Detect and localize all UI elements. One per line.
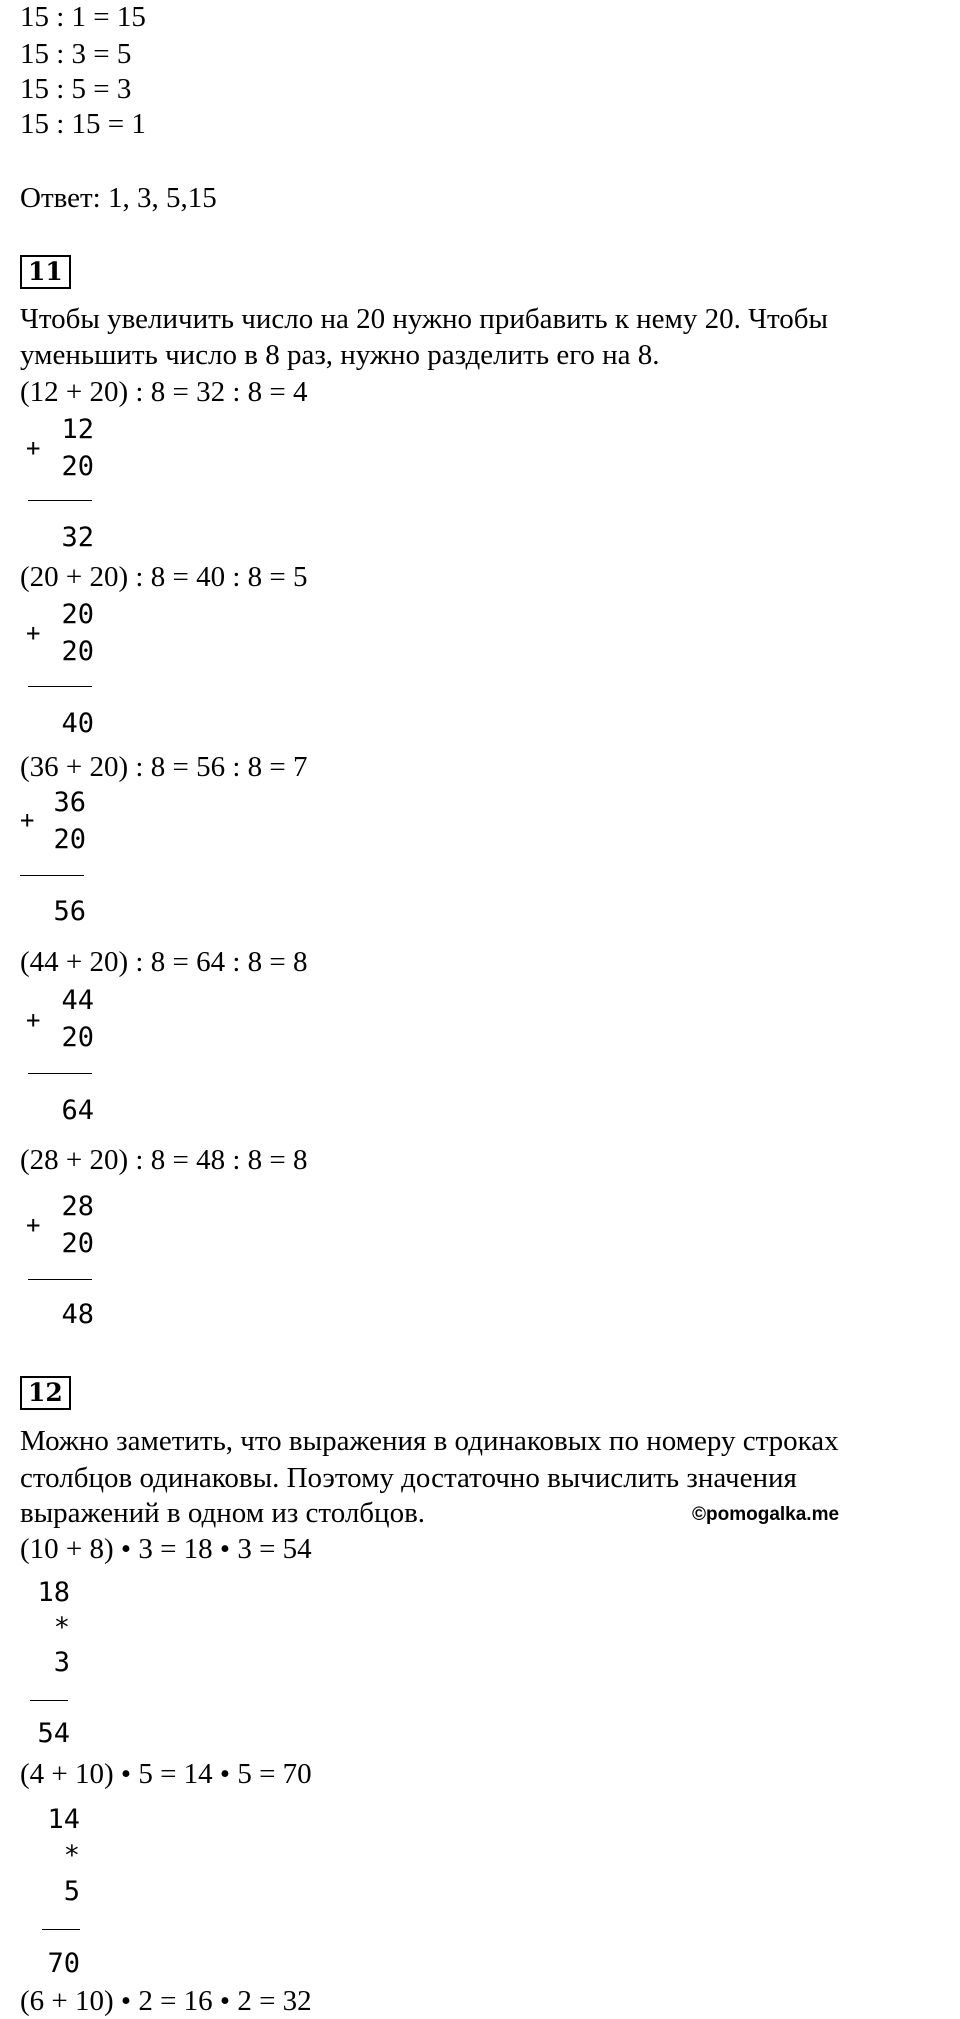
product-line [30,1700,68,1701]
task11-expression: (20 + 20) : 8 = 40 : 8 = 5 [20,561,308,593]
intro-line: 15 : 15 = 1 [20,108,146,140]
task11-expression: (28 + 20) : 8 = 48 : 8 = 8 [20,1144,308,1176]
multiply-sign: * [63,1840,80,1871]
sum-line [28,686,92,687]
addend-top: 12 [61,414,94,445]
addend-top: 36 [53,787,86,818]
task11-text: уменьшить число в 8 раз, нужно разделить его на 8. [20,339,660,371]
product-result: 70 [47,1948,80,1979]
multiply-sign: * [53,1612,70,1643]
sum-result: 64 [61,1095,94,1126]
sum-result: 32 [61,522,94,553]
task11-expression: (12 + 20) : 8 = 32 : 8 = 4 [20,376,308,408]
factor-top: 14 [47,1804,80,1835]
addend-top: 28 [61,1191,94,1222]
intro-line: 15 : 3 = 5 [20,38,132,70]
task12-text: столбцов одинаковы. Поэтому достаточно вычислить значения [20,1462,797,1494]
task11-text: Чтобы увеличить число на 20 нужно прибавить к нему 20. Чтобы [20,303,829,335]
plus-sign: + [26,434,41,462]
task11-expression: (36 + 20) : 8 = 56 : 8 = 7 [20,751,308,783]
addend-bottom: 20 [53,824,86,855]
task12-expression: (6 + 10) • 2 = 16 • 2 = 32 [20,1985,312,2017]
factor-bottom: 5 [63,1876,80,1907]
watermark: ©pomogalka.me [692,1504,840,1525]
plus-sign: + [26,1211,41,1239]
sum-result: 48 [61,1299,94,1330]
factor-top: 18 [37,1577,70,1608]
answer-line: Ответ: 1, 3, 5,15 [20,182,217,214]
plus-sign: + [26,619,41,647]
addend-bottom: 20 [61,1228,94,1259]
product-result: 54 [37,1718,70,1749]
intro-line: 15 : 5 = 3 [20,73,132,105]
task12-expression: (4 + 10) • 5 = 14 • 5 = 70 [20,1758,312,1790]
task-number-11: 11 [20,255,71,289]
addend-top: 44 [61,985,94,1016]
addend-bottom: 20 [61,1022,94,1053]
plus-sign: + [26,1006,41,1034]
sum-line [28,500,92,501]
addend-bottom: 20 [61,636,94,667]
addend-top: 20 [61,599,94,630]
addend-bottom: 20 [61,451,94,482]
plus-sign: + [20,806,35,834]
factor-bottom: 3 [53,1647,70,1678]
sum-result: 56 [53,896,86,927]
task12-expression: (10 + 8) • 3 = 18 • 3 = 54 [20,1533,312,1565]
sum-result: 40 [61,708,94,739]
product-line [42,1929,80,1930]
sum-line [28,1073,92,1074]
task12-text: Можно заметить, что выражения в одинаковых по номеру строках [20,1425,839,1457]
intro-line: 15 : 1 = 15 [20,1,146,33]
task12-text: выражений в одном из столбцов. [20,1497,426,1529]
task-number-12: 12 [20,1376,71,1410]
sum-line [28,1279,92,1280]
task11-expression: (44 + 20) : 8 = 64 : 8 = 8 [20,946,308,978]
sum-line [20,875,84,876]
